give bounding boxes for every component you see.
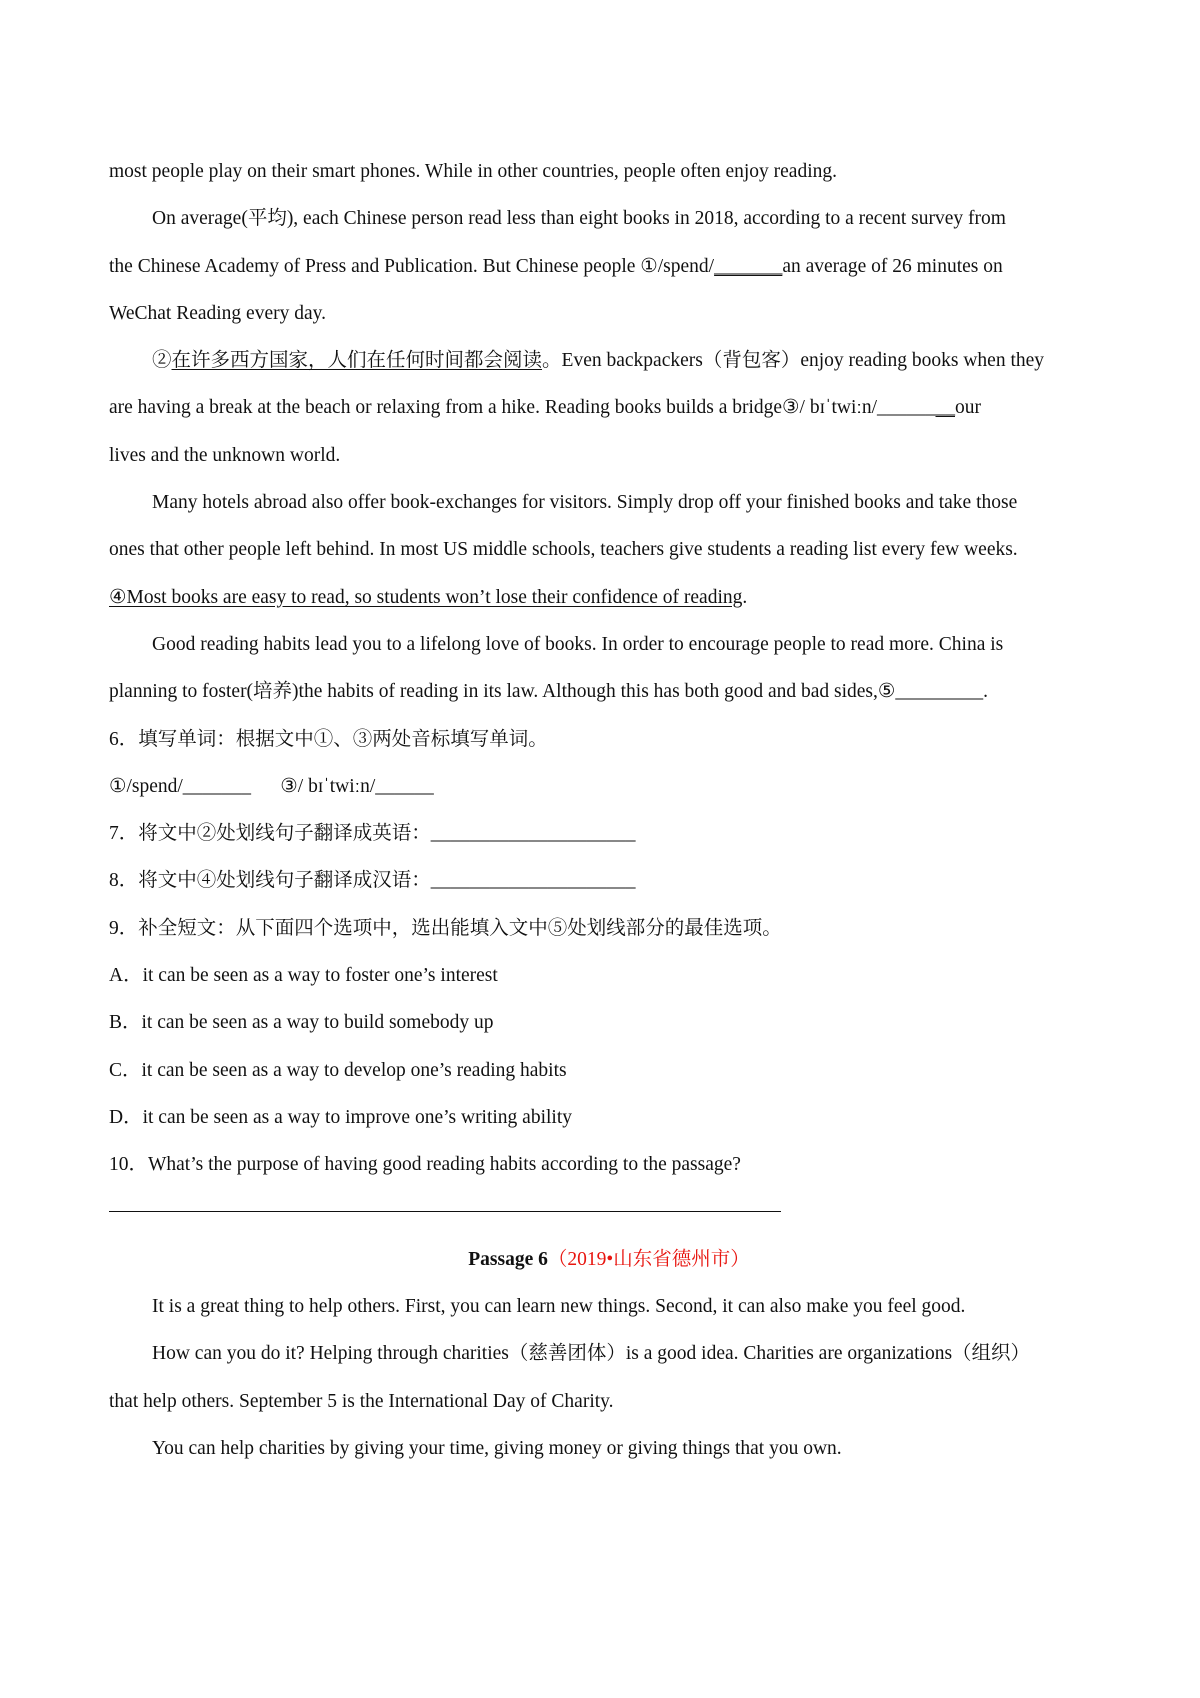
answer-line <box>109 1189 1109 1236</box>
question-9: 9．补全短文：从下面四个选项中，选出能填入文中⑤处划线部分的最佳选项。 <box>109 917 782 939</box>
option-a: A．it can be seen as a way to foster one’s interest <box>109 965 498 987</box>
fill-blank-1: _______ <box>714 255 783 277</box>
document-page <box>109 148 1109 1472</box>
passage5-paragraph-line: On average(平均), each Chinese person read less than eight books in 2018, according to a recent survey from <box>152 208 1006 230</box>
passage5-text: our <box>955 397 981 419</box>
option-d: D．it can be seen as a way to improve one’s writing ability <box>109 1106 573 1128</box>
passage5-paragraph-line <box>109 337 1109 384</box>
passage5-line <box>109 574 1109 621</box>
passage6-title-label: Passage 6 <box>468 1248 548 1270</box>
passage5-line: ones that other people left behind. In most US middle schools, teachers give students a reading list every few weeks. <box>109 539 1018 561</box>
underlined-sentence-2: 在许多西方国家，人们在任何时间都会阅读 <box>171 350 543 372</box>
question-8: 8．将文中④处划线句子翻译成汉语：_____________________ <box>109 870 636 892</box>
passage6-title <box>109 1236 1109 1283</box>
passage6-paragraph-line: You can help charities by giving your time, giving money or giving things that you own. <box>152 1438 842 1460</box>
phonetic-marker-1: ①/spend/ <box>640 255 715 277</box>
question-6: 6．填写单词：根据文中①、③两处音标填写单词。 <box>109 728 548 750</box>
passage6-line: that help others. September 5 is the International Day of Charity. <box>109 1390 614 1412</box>
passage5-line: most people play on their smart phones. While in other countries, people often enjoy reading. <box>109 161 837 182</box>
passage6-paragraph-line: How can you do it? Helping through charities（慈善团体）is a good idea. Charities are organizations（组织） <box>152 1343 1031 1365</box>
passage5-line: lives and the unknown world. <box>109 444 341 466</box>
passage5-text: are having a break at the beach or relaxing from a hike. Reading books builds a bridge③/ bɪˈtwiːn/ <box>109 397 877 419</box>
passage5-line: planning to foster(培养)the habits of reading in its law. Although this has both good and bad sides,⑤_________. <box>109 681 988 703</box>
passage5-paragraph-line: Many hotels abroad also offer book-exchanges for visitors. Simply drop off your finished books and take those <box>152 492 1018 514</box>
passage5-text: . <box>742 586 748 608</box>
question-7: 7．将文中②处划线句子翻译成英语：_____________________ <box>109 823 636 845</box>
question-10: 10．What’s the purpose of having good reading habits according to the passage? <box>109 1154 741 1176</box>
fill-blank-3-underline: __ <box>935 397 955 419</box>
fill-blank-3: ______ <box>877 397 936 419</box>
underlined-sentence-4: ④Most books are easy to read, so students won’t lose their confidence of reading <box>109 586 743 608</box>
passage5-line <box>109 243 1109 290</box>
passage5-line: WeChat Reading every day. <box>109 302 327 324</box>
passage5-text: an average of 26 minutes on <box>782 255 1003 277</box>
answer-rule <box>109 1211 781 1212</box>
passage5-text: 。Even backpackers（背包客）enjoy reading books when they <box>542 350 1045 372</box>
question-6-blanks: ①/spend/_______ ③/ bɪˈtwiːn/______ <box>109 775 434 797</box>
passage5-text: the Chinese Academy of Press and Publication. But Chinese people <box>109 255 641 277</box>
passage6-paragraph-line: It is a great thing to help others. First, you can learn new things. Second, it can also make you feel good. <box>152 1296 966 1318</box>
option-c: C．it can be seen as a way to develop one’s reading habits <box>109 1059 567 1081</box>
option-b: B．it can be seen as a way to build somebody up <box>109 1012 494 1034</box>
passage5-line <box>109 384 1109 431</box>
passage6-source: （2019•山东省德州市） <box>547 1248 750 1270</box>
passage5-paragraph-line: Good reading habits lead you to a lifelong love of books. In order to encourage people to read more. China is <box>152 633 1004 655</box>
marker-2: ② <box>152 350 172 372</box>
